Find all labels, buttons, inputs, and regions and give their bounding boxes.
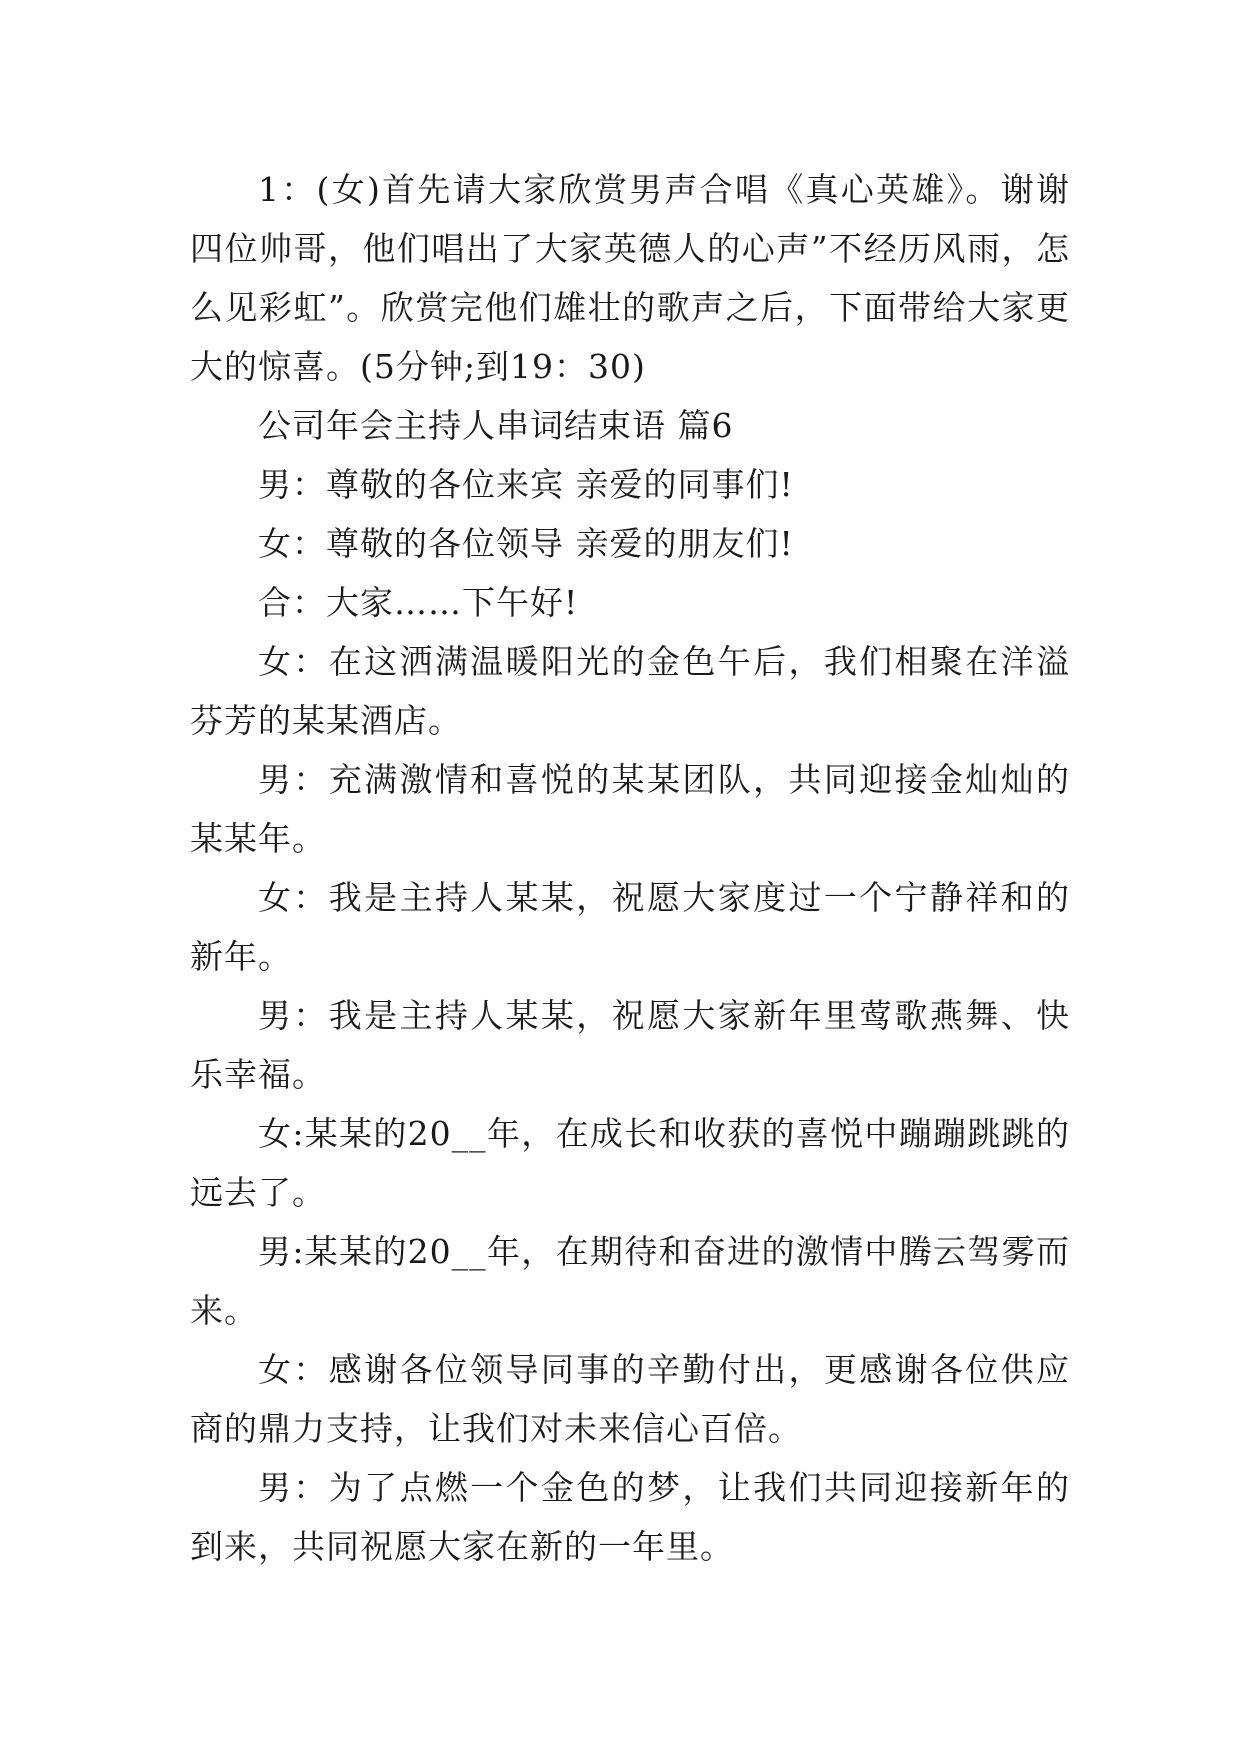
paragraph-male-greeting: 男：尊敬的各位来宾 亲爱的同事们! xyxy=(258,465,794,504)
paragraph-female-greeting: 女：尊敬的各位领导 亲爱的朋友们! xyxy=(258,524,794,563)
paragraph-male-host: 男：我是主持人某某，祝愿大家新年里莺歌燕舞、快乐幸福。 xyxy=(190,996,1070,1094)
paragraph-female-host: 女：我是主持人某某，祝愿大家度过一个宁静祥和的新年。 xyxy=(190,878,1070,976)
paragraph-program-intro: 1：(女)首先请大家欣赏男声合唱《真心英雄》。谢谢四位帅哥，他们唱出了大家英德人的心声”不经历风雨，怎么见彩虹”。欣赏完他们雄壮的歌声之后，下面带给大家更大的惊喜。(5分钟;到19：30) xyxy=(190,170,1070,386)
paragraph-female-year-past: 女:某某的20__年，在成长和收获的喜悦中蹦蹦跳跳的远去了。 xyxy=(190,1114,1070,1212)
document-body xyxy=(190,160,1070,1576)
paragraph-female-thanks: 女：感谢各位领导同事的辛勤付出，更感谢各位供应商的鼎力支持，让我们对未来信心百倍。 xyxy=(190,1350,1070,1448)
paragraph-male-team: 男：充满激情和喜悦的某某团队，共同迎接金灿灿的某某年。 xyxy=(190,760,1070,858)
paragraph-joint-greeting: 合：大家……下午好! xyxy=(258,583,579,622)
section-heading: 公司年会主持人串词结束语 篇6 xyxy=(258,406,734,445)
paragraph-female-afternoon: 女：在这洒满温暖阳光的金色午后，我们相聚在洋溢芬芳的某某酒店。 xyxy=(190,642,1070,740)
paragraph-male-new-year: 男：为了点燃一个金色的梦，让我们共同迎接新年的到来，共同祝愿大家在新的一年里。 xyxy=(190,1468,1070,1566)
paragraph-male-year-coming: 男:某某的20__年，在期待和奋进的激情中腾云驾雾而来。 xyxy=(190,1232,1070,1330)
